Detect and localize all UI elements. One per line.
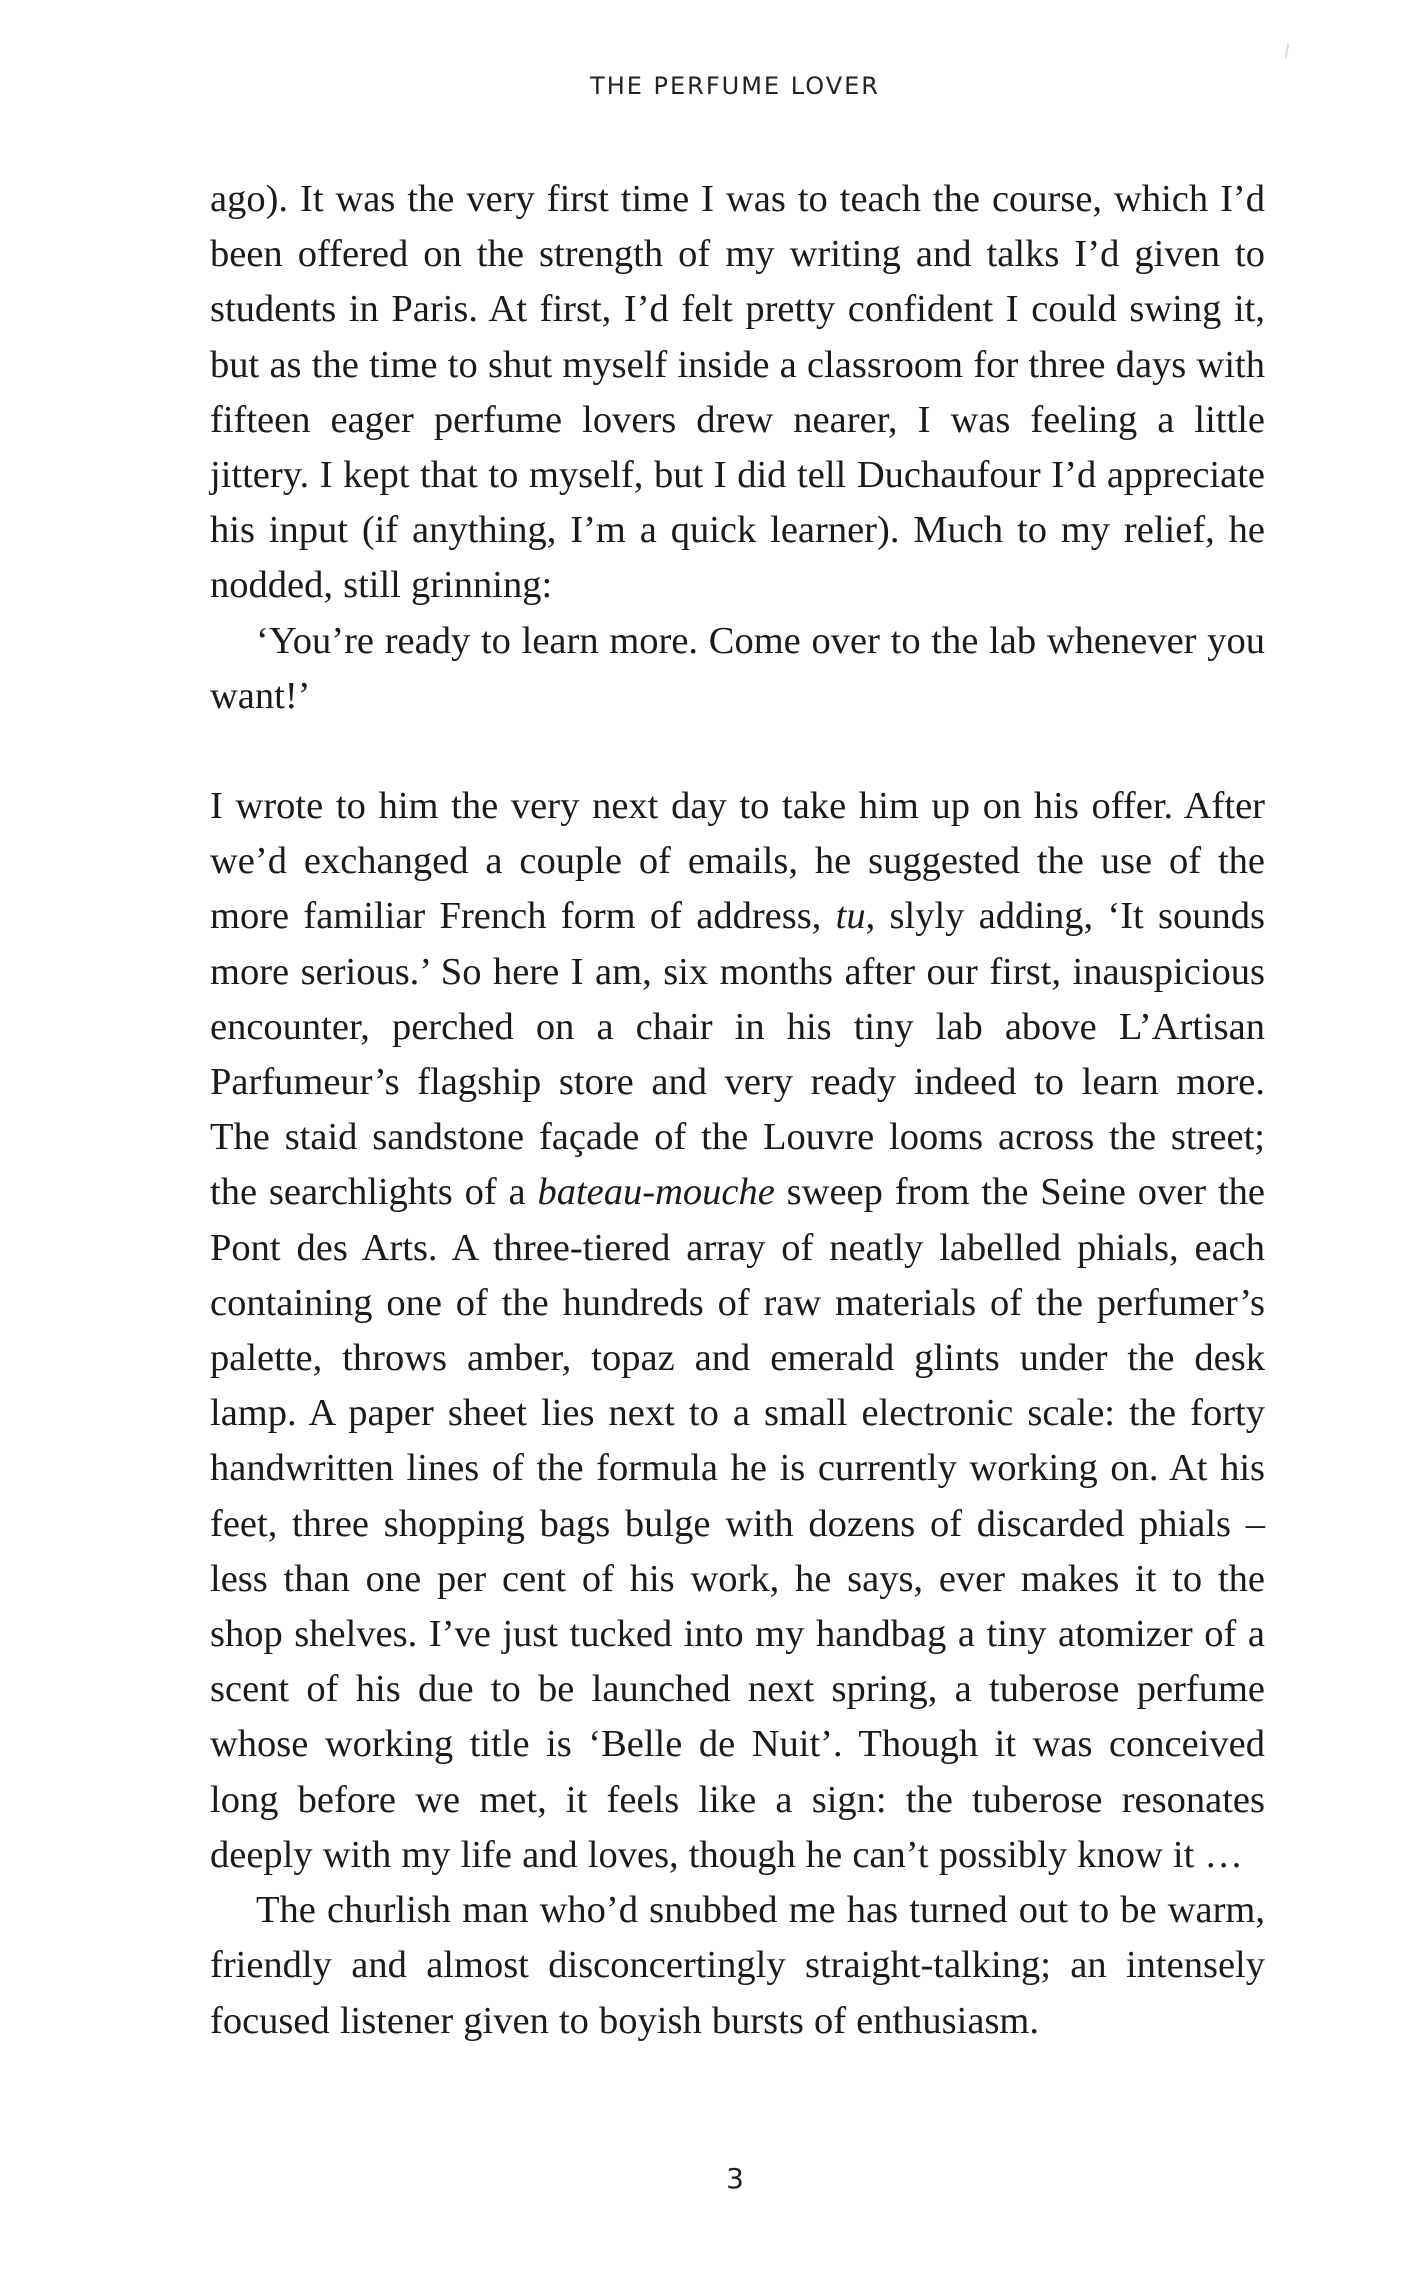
page-number: 3 xyxy=(726,2162,744,2195)
paragraph xyxy=(210,1883,1265,2049)
text-run: sweep from the Seine over the Pont des Arts. A three-tiered array of neatly labelled phials, each containing one of the hundreds of raw materials of the perfumer’s palette, throws amber, topaz and emerald glints under the desk lamp. A paper sheet lies next to a small electronic scale: the forty handwritten lines of the formula he is currently working on. At his feet, three shopping bags bulge with dozens of discarded phials – less than one per cent of his work, he says, ever makes it to the shop shelves. I’ve just tucked into my handbag a tiny atomizer of a scent of his due to be launched next spring, a tuberose perfume whose working title is ‘Belle de Nuit’. Though it was conceived long before we met, it feels like a sign: the tuberose resonates deeply with my life and loves, though he can’t possibly know it … xyxy=(210,1171,1265,1876)
running-head: THE PERFUME LOVER xyxy=(590,72,880,100)
text-run: , slyly adding, ‘It sounds more serious.’ So here I am, six months after our first, inauspicious encounter, perched on a chair in his tiny lab above L’Artisan Parfumeur’s flagship store and very ready indeed to learn more. The staid sandstone façade of the Louvre looms across the street; the searchlights of a xyxy=(210,895,1265,1214)
italic-text: bateau-mouche xyxy=(537,1171,775,1214)
paper-speck xyxy=(1285,44,1289,58)
italic-text: tu xyxy=(835,895,866,938)
body-text xyxy=(210,172,1265,2049)
text-run: ago). It was the very first time I was to teach the course, which I’d been offered on the strength of my writing and talks I’d given to students in Paris. At first, I’d felt pretty confident I could swing it, but as the time to shut myself inside a classroom for three days with fifteen eager perfume lovers drew nearer, I was feeling a little jittery. I kept that to myself, but I did tell Duchaufour I’d appreciate his input (if anything, I’m a quick learner). Much to my relief, he nodded, still grinning: xyxy=(210,178,1265,607)
paragraph xyxy=(210,614,1265,724)
text-run: I wrote to him the very next day to take him up on his offer. After we’d exchanged a couple of emails, he suggested the use of the more familiar French form of address, xyxy=(210,785,1265,938)
text-run: The churlish man who’d snubbed me has turned out to be warm, friendly and almost disconcertingly straight-talking; an intensely focused listener given to boyish bursts of enthusiasm. xyxy=(210,1889,1265,2042)
paragraph xyxy=(210,172,1265,614)
text-run: ‘You’re ready to learn more. Come over to the lab whenever you want!’ xyxy=(210,619,1265,717)
paragraph xyxy=(210,779,1265,1883)
